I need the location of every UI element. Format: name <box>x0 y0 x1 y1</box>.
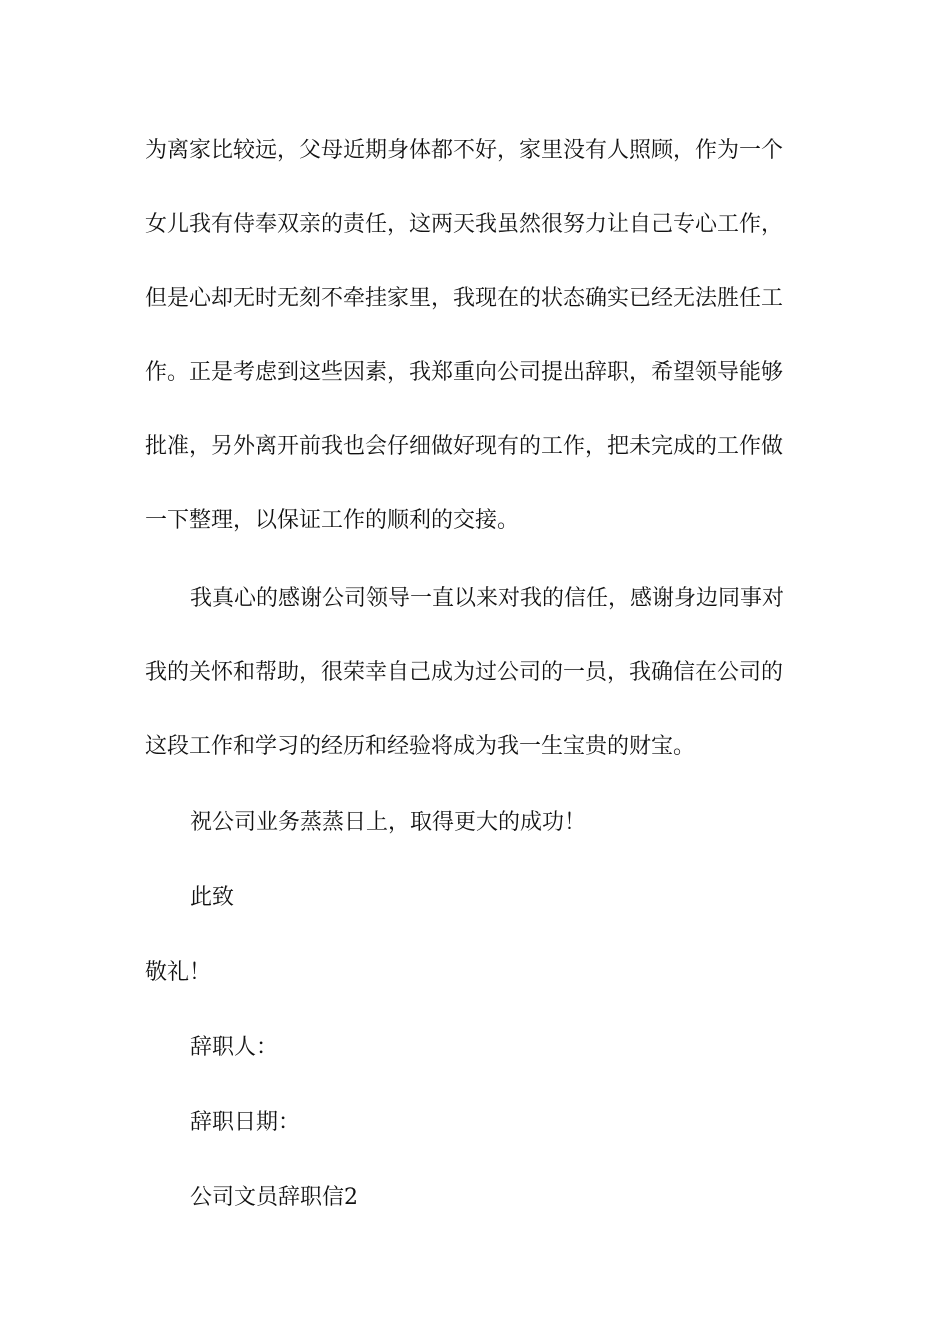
paragraph-line: 这段工作和学习的经历和经验将成为我一生宝贵的财宝。 <box>145 734 696 759</box>
date-label: 辞职日期： <box>190 1110 301 1135</box>
salutation-line: 此致 <box>190 885 235 910</box>
signature-label: 辞职人： <box>190 1035 279 1060</box>
paragraph-line: 一下整理，以保证工作的顺利的交接。 <box>145 508 520 533</box>
paragraph-line: 批准，另外离开前我也会仔细做好现有的工作，把未完成的工作做 <box>145 434 784 459</box>
salutation-line: 敬礼！ <box>145 960 212 985</box>
paragraph-line: 为离家比较远，父母近期身体都不好，家里没有人照顾，作为一个 <box>145 138 784 163</box>
paragraph-line: 女儿我有侍奉双亲的责任，这两天我虽然很努力让自己专心工作， <box>145 212 784 237</box>
paragraph-line: 我真心的感谢公司领导一直以来对我的信任，感谢身边同事对 <box>190 586 785 611</box>
paragraph-line: 我的关怀和帮助，很荣幸自己成为过公司的一员，我确信在公司的 <box>145 660 784 685</box>
closing-wish: 祝公司业务蒸蒸日上，取得更大的成功！ <box>190 810 587 835</box>
paragraph-line: 作。正是考虑到这些因素，我郑重向公司提出辞职，希望领导能够 <box>145 360 784 385</box>
paragraph-line: 但是心却无时无刻不牵挂家里，我现在的状态确实已经无法胜任工 <box>145 286 784 311</box>
section-heading: 公司文员辞职信2 <box>190 1185 358 1210</box>
